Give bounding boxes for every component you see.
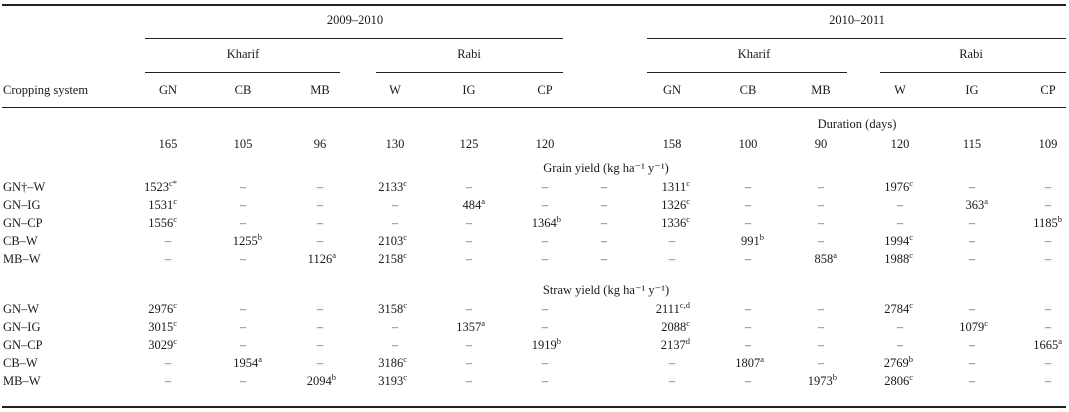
empty-cell: – [600, 216, 608, 230]
yield-number: 1973 [807, 374, 833, 388]
significance-letter: a [1058, 336, 1062, 346]
yield-number: 363 [965, 198, 985, 212]
significance-letter: c [403, 354, 407, 364]
empty-cell: – [465, 338, 473, 352]
yield-value [233, 234, 262, 248]
yield-value [814, 252, 837, 266]
yield-number: 1807 [735, 356, 761, 370]
yield-number: 2133 [378, 180, 404, 194]
empty-cell: – [600, 180, 608, 194]
empty-cell: – [164, 234, 172, 248]
duration-value: 100 [738, 137, 758, 151]
yield-value [378, 180, 407, 194]
empty-cell: – [744, 198, 752, 212]
crop-header-gn: GN [662, 83, 682, 97]
empty-cell: – [239, 198, 247, 212]
yield-number: 1665 [1033, 338, 1059, 352]
row-system-label: MB–W [3, 252, 41, 266]
significance-letter: c [173, 336, 177, 346]
empty-cell: – [896, 216, 904, 230]
crop-header-gn: GN [158, 83, 178, 97]
empty-cell: – [239, 374, 247, 388]
empty-cell: – [1044, 252, 1052, 266]
yield-value [884, 252, 913, 266]
significance-letter: c [909, 250, 913, 260]
yield-number: 858 [814, 252, 834, 266]
significance-letter: c [403, 178, 407, 188]
yield-value [456, 320, 485, 334]
empty-cell: – [817, 180, 825, 194]
empty-cell: – [1044, 180, 1052, 194]
empty-cell: – [744, 180, 752, 194]
empty-cell: – [541, 180, 549, 194]
empty-cell: – [817, 234, 825, 248]
yield-number: 1357 [456, 320, 482, 334]
empty-cell: – [968, 252, 976, 266]
period-heading-2010-2011: 2010–2011 [829, 13, 885, 27]
yield-value [1033, 216, 1062, 230]
yield-number: 991 [741, 234, 760, 248]
row-system-label: CB–W [3, 356, 38, 370]
significance-letter: c [403, 372, 407, 382]
yield-value [148, 338, 177, 352]
significance-letter: a [258, 354, 262, 364]
empty-cell: – [391, 338, 399, 352]
empty-cell: – [391, 216, 399, 230]
empty-cell: – [668, 356, 676, 370]
empty-cell: – [316, 320, 324, 334]
empty-cell: – [316, 216, 324, 230]
yield-number: 3186 [378, 356, 404, 370]
crop-header-mb: MB [310, 83, 330, 97]
row-system-label: MB–W [3, 374, 41, 388]
empty-cell: – [316, 198, 324, 212]
empty-cell: – [541, 302, 549, 316]
season-rule-2 [376, 72, 563, 73]
row-system-label: GN–CP [3, 216, 43, 230]
yield-value [233, 356, 262, 370]
empty-cell: – [316, 302, 324, 316]
significance-letter: a [833, 250, 837, 260]
empty-cell: – [239, 338, 247, 352]
significance-letter: c* [168, 178, 177, 188]
yield-number: 3193 [378, 374, 404, 388]
yield-number: 1994 [884, 234, 910, 248]
empty-cell: – [391, 320, 399, 334]
yield-number: 1919 [531, 338, 557, 352]
empty-cell: – [968, 356, 976, 370]
yield-value [656, 302, 690, 316]
yield-number: 2158 [378, 252, 404, 266]
duration-value: 90 [814, 137, 828, 151]
yield-value [378, 252, 407, 266]
empty-cell: – [668, 374, 676, 388]
yield-number: 1988 [884, 252, 910, 266]
yield-value [378, 234, 407, 248]
empty-cell: – [817, 320, 825, 334]
yield-value [884, 356, 913, 370]
significance-letter: b [556, 214, 561, 224]
yield-number: 2976 [148, 302, 174, 316]
yield-number: 2088 [661, 320, 687, 334]
yield-value [959, 320, 988, 334]
significance-letter: c [173, 214, 177, 224]
empty-cell: – [465, 234, 473, 248]
row-system-label: GN–IG [3, 198, 41, 212]
empty-cell: – [465, 180, 473, 194]
significance-letter: c [909, 372, 913, 382]
empty-cell: – [1044, 320, 1052, 334]
crop-header-cb: CB [234, 83, 252, 97]
yield-number: 1556 [148, 216, 174, 230]
season-kharif-2010: Kharif [737, 47, 771, 61]
period-heading-2009-2010: 2009–2010 [326, 13, 384, 27]
significance-letter: a [481, 196, 485, 206]
duration-value: 115 [962, 137, 982, 151]
yield-number: 1326 [661, 198, 687, 212]
empty-cell: – [465, 356, 473, 370]
yield-number: 1079 [959, 320, 985, 334]
significance-letter: b [832, 372, 837, 382]
duration-value: 109 [1038, 137, 1058, 151]
crop-header-cp: CP [537, 83, 553, 97]
significance-letter: c [686, 214, 690, 224]
empty-cell: – [541, 234, 549, 248]
yield-number: 1531 [148, 198, 174, 212]
empty-cell: – [896, 338, 904, 352]
yield-value [884, 374, 913, 388]
empty-cell: – [1044, 356, 1052, 370]
yield-value [661, 216, 690, 230]
empty-cell: – [817, 198, 825, 212]
yield-value [661, 338, 690, 352]
crop-header-cp: CP [1040, 83, 1056, 97]
significance-letter: b [556, 336, 561, 346]
yield-number: 1126 [307, 252, 333, 266]
empty-cell: – [896, 198, 904, 212]
empty-cell: – [1044, 374, 1052, 388]
significance-letter: a [760, 354, 764, 364]
duration-value: 96 [313, 137, 327, 151]
yield-number: 3029 [148, 338, 174, 352]
empty-cell: – [541, 356, 549, 370]
empty-cell: – [541, 252, 549, 266]
significance-letter: d [685, 336, 690, 346]
empty-cell: – [968, 234, 976, 248]
yield-number: 2111 [655, 302, 680, 316]
empty-cell: – [817, 338, 825, 352]
yield-value [662, 180, 690, 194]
significance-letter: c [173, 196, 177, 206]
yield-value [532, 216, 561, 230]
empty-cell: – [668, 234, 676, 248]
yield-number: 2137 [660, 338, 686, 352]
significance-letter: c [403, 300, 407, 310]
row-system-label: GN–CP [3, 338, 43, 352]
significance-letter: c [909, 232, 913, 242]
empty-cell: – [316, 356, 324, 370]
empty-cell: – [541, 374, 549, 388]
empty-cell: – [239, 302, 247, 316]
empty-cell: – [744, 338, 752, 352]
empty-cell: – [316, 180, 324, 194]
duration-value: 120 [890, 137, 910, 151]
yield-value [462, 198, 485, 212]
season-rabi-2009: Rabi [457, 47, 481, 61]
significance-letter: c [403, 250, 407, 260]
straw-yield-label: Straw yield (kg ha⁻¹ y⁻¹) [542, 283, 670, 297]
season-rule-3 [647, 72, 847, 73]
yield-value [532, 338, 561, 352]
yield-number: 2094 [306, 374, 332, 388]
yield-number: 1364 [531, 216, 557, 230]
empty-cell: – [239, 320, 247, 334]
crop-header-cb: CB [739, 83, 757, 97]
empty-cell: – [600, 198, 608, 212]
crop-header-ig: IG [965, 83, 979, 97]
significance-letter: b [759, 232, 764, 242]
significance-letter: c [686, 318, 690, 328]
empty-cell: – [600, 234, 608, 248]
bottom-rule [2, 406, 1066, 408]
yield-number: 1185 [1033, 216, 1058, 230]
season-rule-4 [880, 72, 1066, 73]
yield-value [148, 302, 177, 316]
crop-header-mb: MB [811, 83, 831, 97]
empty-cell: – [164, 356, 172, 370]
duration-value: 105 [233, 137, 253, 151]
duration-value: 158 [662, 137, 682, 151]
season-rabi-2010: Rabi [959, 47, 983, 61]
empty-cell: – [817, 356, 825, 370]
significance-letter: a [481, 318, 485, 328]
yield-number: 2103 [378, 234, 404, 248]
yield-number: 1311 [661, 180, 687, 194]
empty-cell: – [817, 216, 825, 230]
yield-number: 1976 [884, 180, 910, 194]
empty-cell: – [968, 180, 976, 194]
season-kharif-2009: Kharif [226, 47, 260, 61]
significance-letter: c [686, 178, 690, 188]
yield-value [378, 356, 407, 370]
significance-letter: c [909, 178, 913, 188]
empty-cell: – [164, 374, 172, 388]
yield-value [884, 180, 913, 194]
yield-value [808, 374, 837, 388]
yield-value [307, 374, 336, 388]
yield-value [308, 252, 336, 266]
empty-cell: – [465, 374, 473, 388]
yield-value [965, 198, 988, 212]
duration-label: Duration (days) [817, 117, 897, 131]
significance-letter: a [984, 196, 988, 206]
duration-value: 125 [459, 137, 479, 151]
significance-letter: a [332, 250, 336, 260]
yield-number: 3158 [378, 302, 404, 316]
duration-value: 120 [535, 137, 555, 151]
yield-value [741, 234, 764, 248]
yield-number: 484 [462, 198, 482, 212]
period-rule-2010 [647, 38, 1066, 39]
significance-letter: b [331, 372, 336, 382]
significance-letter: c [173, 318, 177, 328]
empty-cell: – [744, 216, 752, 230]
row-label-heading: Cropping system [3, 83, 89, 97]
significance-letter: c,d [679, 300, 690, 310]
empty-cell: – [465, 252, 473, 266]
yield-number: 2806 [884, 374, 910, 388]
season-rule-1 [145, 72, 340, 73]
empty-cell: – [391, 198, 399, 212]
empty-cell: – [744, 320, 752, 334]
row-system-label: GN–IG [3, 320, 41, 334]
yield-value [884, 302, 913, 316]
empty-cell: – [1044, 198, 1052, 212]
top-rule [2, 4, 1066, 6]
yield-value [661, 198, 690, 212]
empty-cell: – [164, 252, 172, 266]
significance-letter: c [403, 232, 407, 242]
row-system-label: GN–W [3, 302, 40, 316]
crop-header-w: W [389, 83, 401, 97]
empty-cell: – [968, 374, 976, 388]
header-bottom-rule [2, 107, 1066, 108]
empty-cell: – [541, 320, 549, 334]
empty-cell: – [239, 180, 247, 194]
significance-letter: c [686, 196, 690, 206]
empty-cell: – [239, 252, 247, 266]
empty-cell: – [465, 216, 473, 230]
significance-letter: b [257, 232, 262, 242]
row-system-label: GN†–W [3, 180, 46, 194]
yield-number: 3015 [148, 320, 174, 334]
empty-cell: – [744, 302, 752, 316]
empty-cell: – [316, 234, 324, 248]
yield-value [884, 234, 913, 248]
empty-cell: – [896, 320, 904, 334]
empty-cell: – [316, 338, 324, 352]
empty-cell: – [541, 198, 549, 212]
empty-cell: – [968, 302, 976, 316]
yield-value [378, 374, 407, 388]
crop-header-ig: IG [462, 83, 476, 97]
duration-value: 130 [385, 137, 405, 151]
yield-value [148, 198, 177, 212]
empty-cell: – [600, 252, 608, 266]
period-rule-2009 [145, 38, 563, 39]
empty-cell: – [744, 252, 752, 266]
crop-header-w: W [894, 83, 906, 97]
empty-cell: – [744, 374, 752, 388]
significance-letter: b [908, 354, 913, 364]
significance-letter: c [909, 300, 913, 310]
empty-cell: – [668, 252, 676, 266]
yield-number: 2784 [884, 302, 910, 316]
yield-value [735, 356, 764, 370]
empty-cell: – [1044, 234, 1052, 248]
significance-letter: b [1057, 214, 1062, 224]
yield-number: 1336 [661, 216, 687, 230]
row-system-label: CB–W [3, 234, 38, 248]
significance-letter: c [984, 318, 988, 328]
grain-yield-label: Grain yield (kg ha⁻¹ y⁻¹) [543, 161, 669, 175]
yield-number: 1255 [232, 234, 258, 248]
yield-value [1033, 338, 1062, 352]
significance-letter: c [173, 300, 177, 310]
empty-cell: – [465, 302, 473, 316]
yield-number: 1523 [143, 180, 169, 194]
yield-value [378, 302, 407, 316]
yield-number: 1954 [233, 356, 259, 370]
yield-number: 2769 [883, 356, 909, 370]
empty-cell: – [968, 338, 976, 352]
duration-value: 165 [158, 137, 178, 151]
yield-value [144, 180, 177, 194]
empty-cell: – [817, 302, 825, 316]
yield-value [661, 320, 690, 334]
yield-value [148, 216, 177, 230]
yield-value [148, 320, 177, 334]
empty-cell: – [239, 216, 247, 230]
empty-cell: – [968, 216, 976, 230]
empty-cell: – [1044, 302, 1052, 316]
